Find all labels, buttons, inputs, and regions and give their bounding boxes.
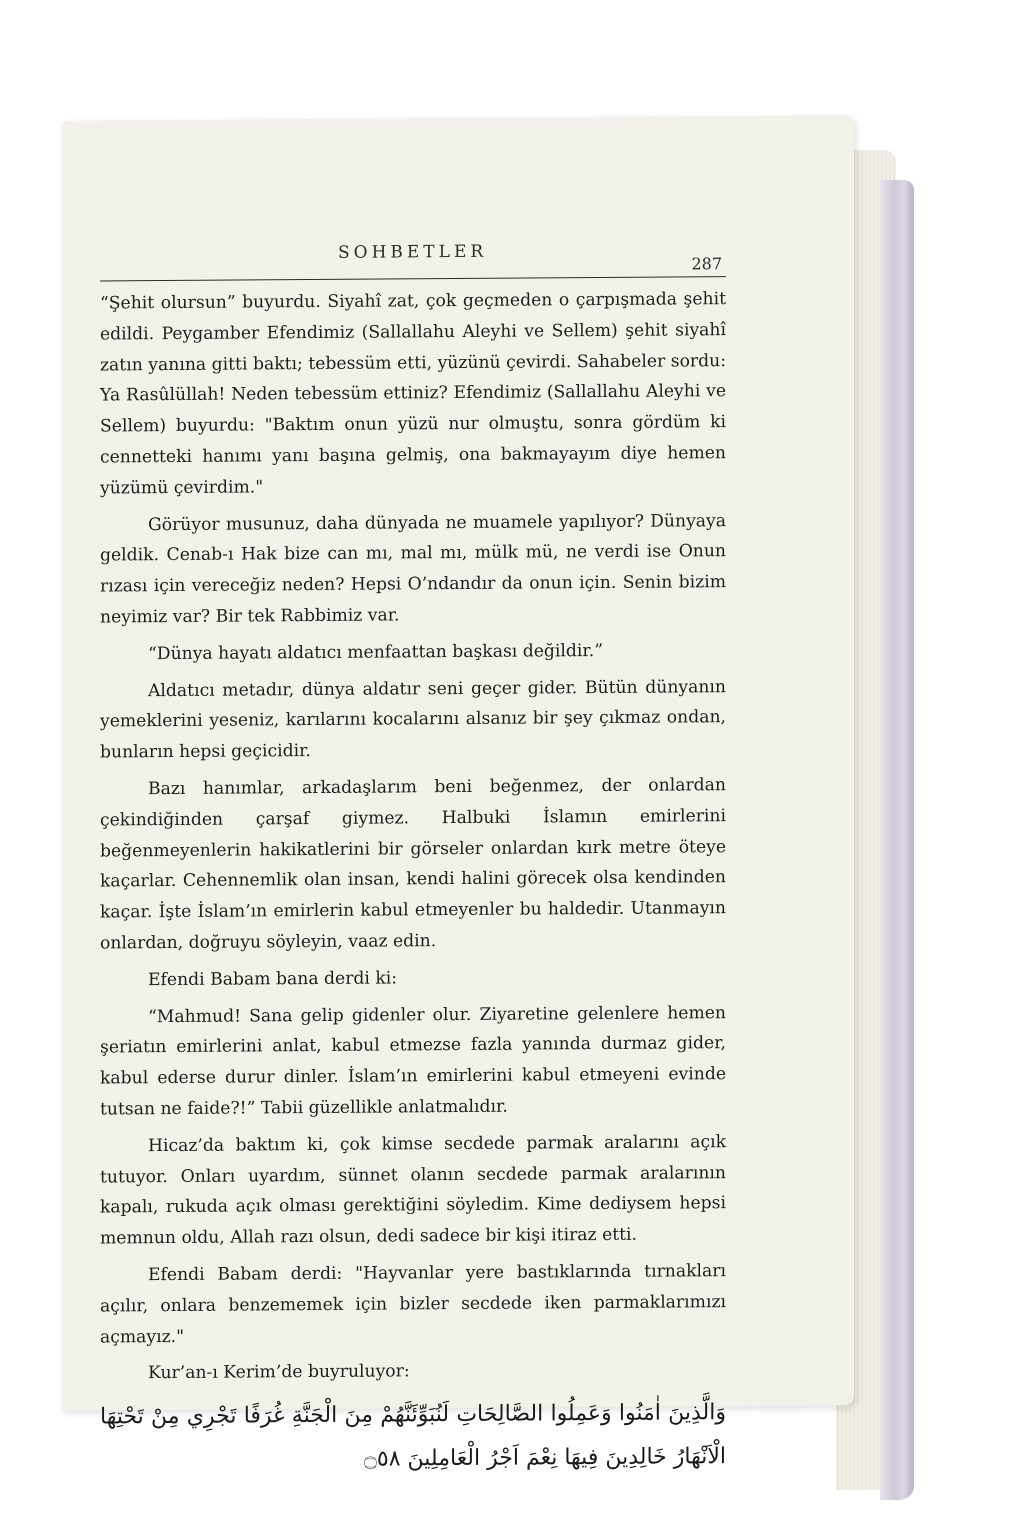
page-content: [100, 240, 726, 1483]
paragraph-3: “Dünya hayatı aldatıcı menfaattan başkası değildir.”: [148, 640, 603, 664]
paragraph-4: Aldatıcı metadır, dünya aldatır seni geçer gider. Bütün dünyanın yemeklerini yeseniz, karılarını kocalarını alsanız bir şey çıkmaz ondan, bunların hepsi geçicidir.: [100, 676, 726, 763]
paragraph-1: “Şehit olursun” buyurdu. Siyahî zat, çok geçmeden o çarpışmada şehit edildi. Peygamber Efendimiz (Sallallahu Aleyhi ve Sellem) şehit siyahî zatın yanına gitti baktı; tebessüm etti, yüzünü çevirdi. Sahabeler sordu: Ya Rasûlüllah! Neden tebessüm ettiniz? Efendimiz (Sallallahu Aleyhi ve Sellem) buyurdu: "Baktım onun yüzü nur olmuştu, sonra gördüm ki cennetteki hanımı yanı başına gelmiş, ona bakmayayım diye hemen yüzümü çevirdim.": [100, 289, 726, 499]
paragraph-6: Efendi Babam bana derdi ki:: [148, 968, 398, 990]
paragraph-8: Hicaz’da baktım ki, çok kimse secdede parmak aralarını açık tutuyor. Onları uyardım, sünnet olanın secdede parmak aralarının kapalı, rukuda açık olması gerektiğini söyledim. Kime dediysem hepsi memnun oldu, Allah razı olsun, dedi sadece bir kişi itiraz etti.: [100, 1131, 726, 1249]
header-rule: [100, 276, 726, 281]
paragraph-2: Görüyor musunuz, daha dünyada ne muamele yapılıyor? Dünyaya geldik. Cenab-ı Hak bize can mı, mal mı, mülk mü, ne verdi ise Onun rızası için vereceğiz neden? Hepsi O’ndandır da onun için. Senin bizim neyimiz var? Bir tek Rabbimiz var.: [100, 510, 726, 628]
arabic-verse: وَالَّذِينَ اٰمَنُوا وَعَمِلُوا الصَّالِحَاتِ لَنُبَوِّئَنَّهُمْ مِنَ الْجَنَّةِ غُرَفًا تَجْرِي مِنْ تَحْتِهَا الْاَنْهَارُ خَالِدِينَ فِيهَا نِعْمَ اَجْرُ الْعَامِلِينَ ۝٥٨: [100, 1400, 726, 1472]
paragraph-9: Efendi Babam derdi: "Hayvanlar yere bastıklarında tırnakları açılır, onlara benzememek için bizler secdede iken parmaklarımızı açmayız.": [100, 1261, 726, 1347]
paragraph-7: “Mahmud! Sana gelip gidenler olur. Ziyaretine gelenlere hemen şeriatın emirlerini anlat, kabul etmezse fazla yanında durmaz gider, kabul ederse durur dinler. İslam’ın emirlerini kabul etmeyeni evinde tutsan ne faide?!” Tabii güzellikle anlatmalıdır.: [100, 1002, 726, 1120]
paragraph-10: Kur’an-ı Kerim’de buyruluyor:: [148, 1361, 410, 1384]
paragraph-5: Bazı hanımlar, arkadaşlarım beni beğenmez, der onlardan çekindiğinden çarşaf giymez. Halbuki İslamın emirlerini beğenmeyenlerin hakikatlerini bir görseler onlardan kırk metre öteye kaçarlar. Cehennemlik olan insan, kendi halini görecek olsa kendinden kaçar. İşte İslam’ın emirlerin kabul etmeyenler bu haldedir. Utanmayın onlardan, doğruyu söyleyin, vaaz edin.: [100, 775, 726, 954]
page-number: 287: [691, 254, 722, 274]
book-page: [62, 115, 854, 1472]
body-text: [100, 284, 726, 1483]
running-title: SOHBETLER: [338, 241, 488, 263]
gilded-page-edge: [880, 180, 914, 1500]
page-header: [100, 240, 726, 280]
